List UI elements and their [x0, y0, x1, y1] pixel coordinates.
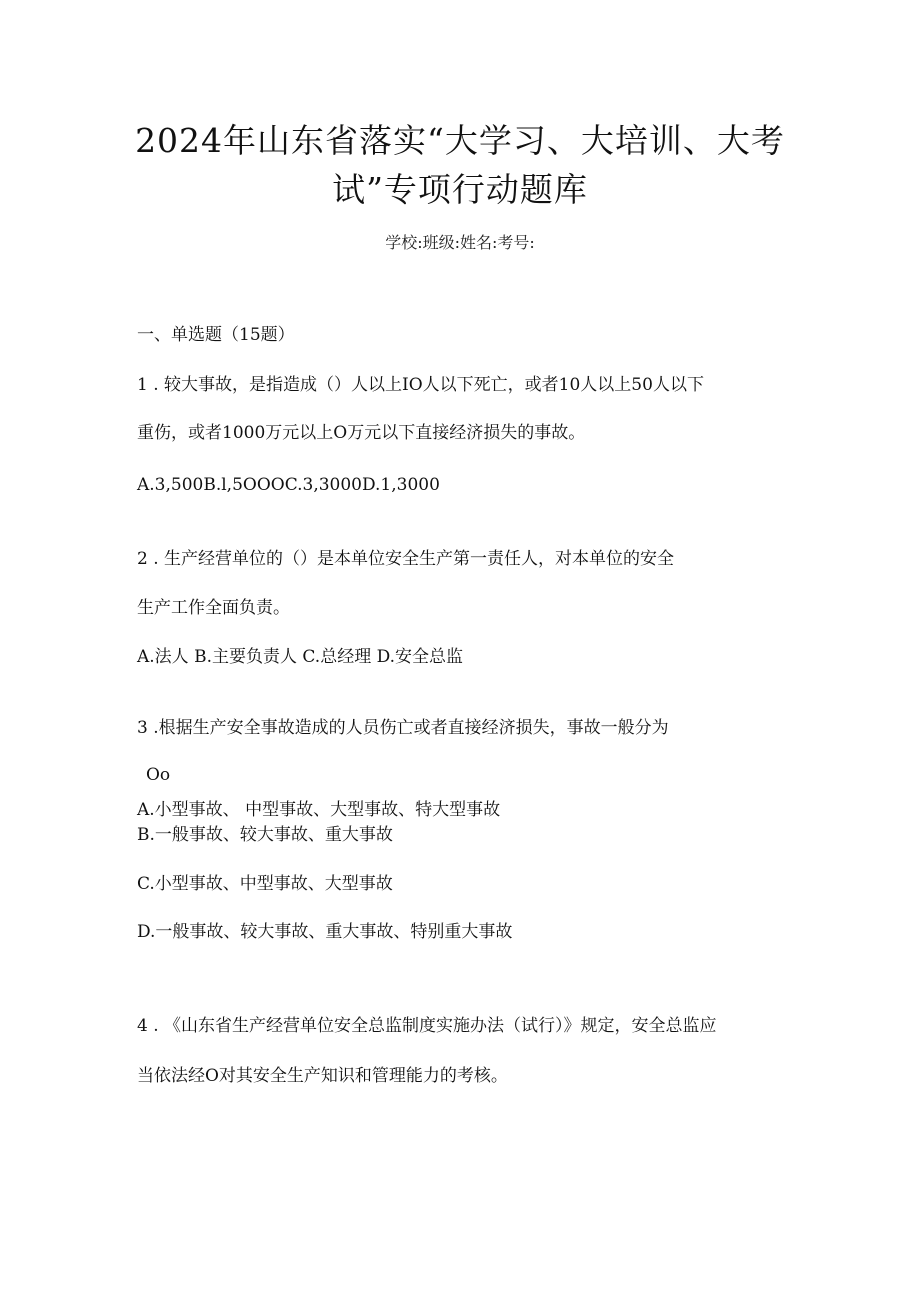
question-3-option-a: A.小型事故、 中型事故、大型事故、特大型事故 — [137, 800, 501, 820]
section-heading: 一、单选题（15题） — [137, 325, 295, 345]
question-4-stem-line-1: 4 . 《山东省生产经营单位安全总监制度实施办法（试行）》规定，安全总监应 — [137, 1016, 717, 1036]
question-3-option-c: C.小型事故、中型事故、大型事故 — [137, 874, 393, 894]
question-3-stem-line-1: 3 .根据生产安全事故造成的人员伤亡或者直接经济损失，事故一般分为 — [137, 718, 669, 738]
question-1-stem-line-2: 重伤，或者1000万元以上O万元以下直接经济损失的事故。 — [137, 423, 586, 443]
document-title-line-1: 2024年山东省落实“大学习、大培训、大考 — [135, 121, 785, 160]
question-3-option-d: D.一般事故、较大事故、重大事故、特别重大事故 — [137, 922, 513, 942]
question-2-stem-line-2: 生产工作全面负责。 — [137, 598, 290, 618]
question-2-options: A.法人 B.主要负责人 C.总经理 D.安全总监 — [137, 647, 464, 667]
question-3-option-b: B.一般事故、较大事故、重大事故 — [137, 825, 393, 845]
question-1-stem-line-1: 1 . 较大事故，是指造成（）人以上IO人以下死亡，或者10人以上50人以下 — [137, 375, 704, 395]
question-1-options: A.3,500B.l,5OOOC.3,3000D.1,3000 — [137, 475, 440, 495]
student-info-line: 学校:班级:姓名:考号: — [385, 233, 535, 252]
question-2-stem-line-1: 2 . 生产经营单位的（）是本单位安全生产第一责任人，对本单位的安全 — [137, 549, 675, 569]
question-3-stem-line-2: Oo — [146, 765, 171, 785]
document-title-line-2: 试”专项行动题库 — [332, 170, 588, 209]
question-4-stem-line-2: 当依法经O对其安全生产知识和管理能力的考核。 — [137, 1066, 508, 1086]
